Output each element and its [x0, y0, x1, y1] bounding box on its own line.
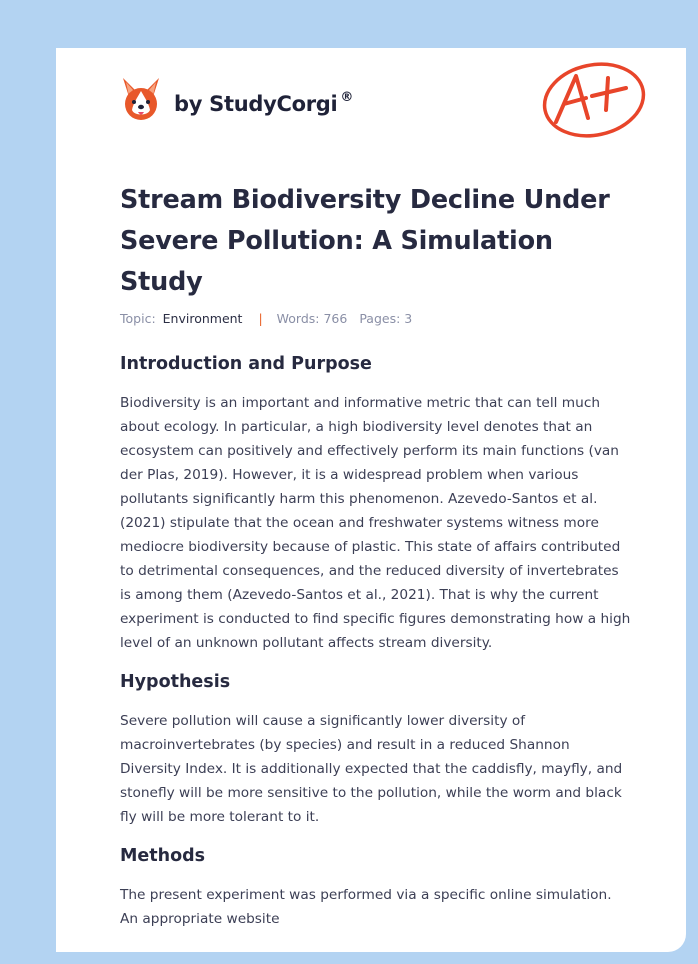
- svg-text:A+: A+: [592, 103, 594, 104]
- section-heading-introduction: Introduction and Purpose: [120, 354, 372, 374]
- page-count: Pages: 3: [359, 311, 413, 326]
- document-page: [56, 48, 686, 952]
- section-heading-hypothesis: Hypothesis: [120, 672, 231, 692]
- page-title: Stream Biodiversity Decline Under Severe Pollution: A Simulation Study: [120, 185, 610, 297]
- brand-logo[interactable]: [120, 76, 353, 122]
- word-count: Words: 766: [276, 311, 348, 326]
- topic-link[interactable]: Environment: [162, 311, 243, 326]
- meta-separator: |: [258, 311, 263, 326]
- document-meta: [120, 311, 412, 326]
- corgi-logo-icon: [120, 76, 162, 122]
- section-text-hypothesis: Severe pollution will cause a significantly lower diversity of macroinvertebrates (by species) and result in a reduced Shannon Diversity Index. It is additionally expected that the caddisfly, mayfly, and stonefly will be more sensitive to the pollution, while the worm and black fly will be more tolerant to it.: [120, 713, 623, 825]
- section-heading-methods: Methods: [120, 846, 206, 866]
- topic-label: Topic:: [120, 311, 156, 326]
- a-plus-grade-badge: [538, 58, 648, 140]
- brand-name: by StudyCorgi ®: [174, 90, 354, 116]
- section-text-methods: The present experiment was performed via a specific online simulation. An appropriate website: [120, 887, 612, 927]
- section-text-introduction: Biodiversity is an important and informative metric that can tell much about ecology. In particular, a high biodiversity level denotes that an ecosystem can positively and effectively perform its main functions (van der Plas, 2019). However, it is a widespread problem when various pollutants significantly harm this phenomenon. Azevedo-Santos et al. (2021) stipulate that the ocean and freshwater systems witness more mediocre biodiversity because of plastic. This state of affairs contributed to detrimental consequences, and the reduced diversity of invertebrates is among them (Azevedo-Santos et al., 2021). That is why the current experiment is conducted to find specific figures demonstrating how a high level of an unknown pollutant affects stream diversity.: [120, 395, 631, 651]
